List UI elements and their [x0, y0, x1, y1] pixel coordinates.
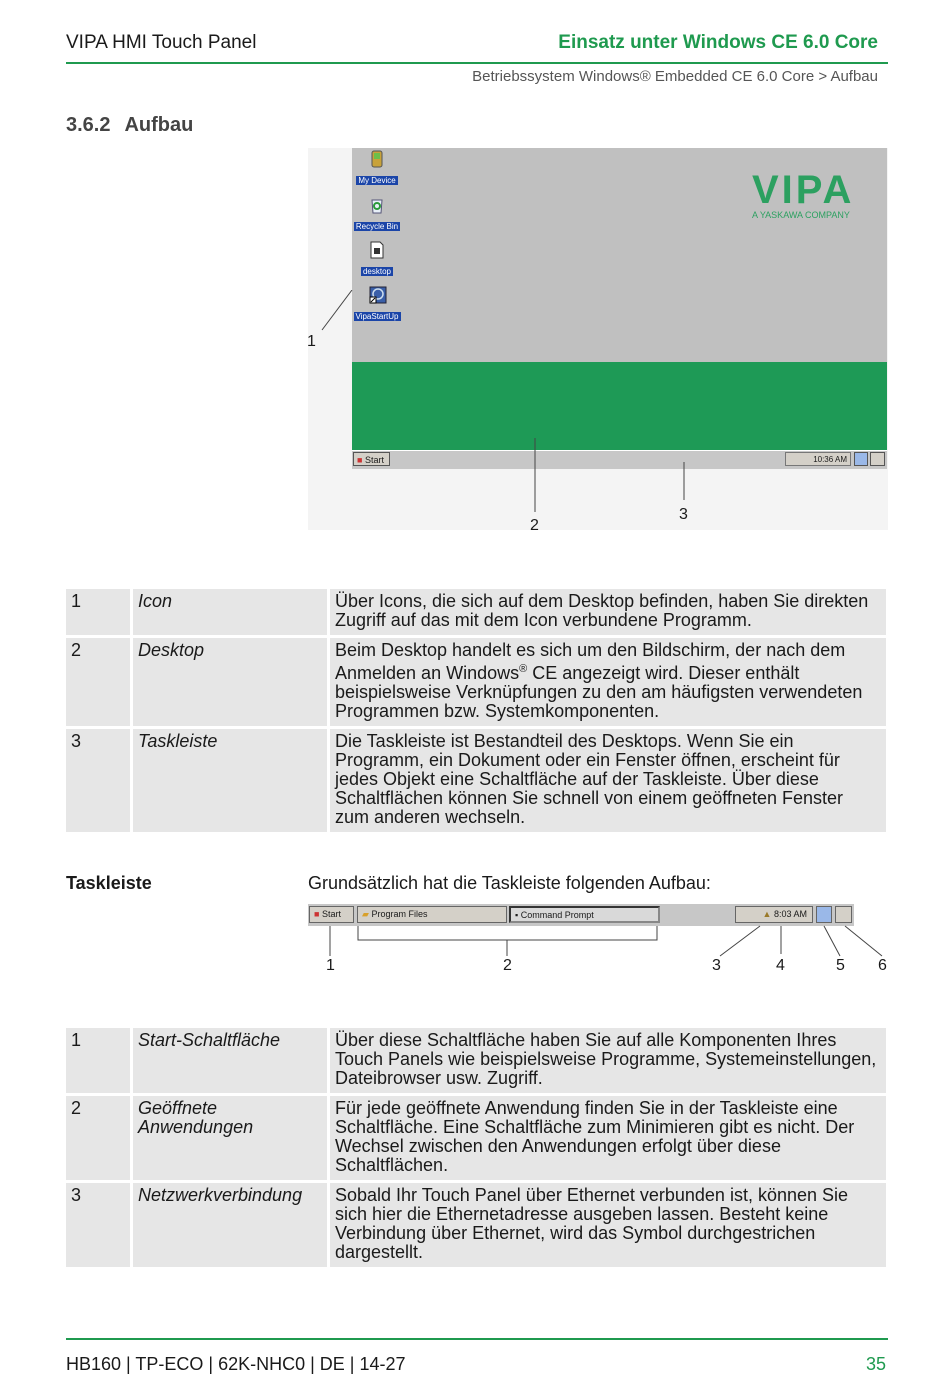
- terminal-icon: ▪: [515, 910, 519, 920]
- taskbar-callout-6: 6: [878, 957, 887, 974]
- windows-flag-icon: ■: [314, 909, 320, 919]
- row-number: 3: [66, 729, 130, 832]
- footer-document-id: HB160 | TP-ECO | 62K-NHC0 | DE | 14-27: [66, 1354, 406, 1374]
- table-row: [66, 1183, 886, 1267]
- row-description: Sobald Ihr Touch Panel über Ethernet verbunden ist, können Sie sich hier die Ethernetadresse ausgeben lassen. Besteht keine Verbindung über Ethernet, wird das Symbol durchgestrichen dargestellt.: [330, 1183, 886, 1267]
- taskbar-callout-lines: [300, 924, 900, 964]
- table-row: [66, 1096, 886, 1180]
- taskbar-section-label: Taskleiste: [66, 873, 152, 893]
- table-row: [66, 1028, 886, 1093]
- taskbar-tray: [735, 906, 813, 923]
- taskbar-callout-4: 4: [776, 957, 785, 974]
- taskbar-callout-3: 3: [712, 957, 721, 974]
- table-row: [66, 729, 886, 832]
- row-term: Icon: [133, 589, 327, 635]
- callout-3: 3: [679, 506, 688, 523]
- table-row: [66, 638, 886, 726]
- row-description: Für jede geöffnete Anwendung finden Sie in der Taskleiste eine Schaltfläche. Eine Schaltfläche zum Minimieren gibt es nicht. Der Wechsel zwischen den Anwendungen erfolgt über diese Schaltflächen.: [330, 1096, 886, 1180]
- desktop-icon-label: desktop: [362, 267, 392, 276]
- section-number: 3.6.2: [66, 114, 111, 136]
- desktop-icon-my-device[interactable]: [347, 150, 407, 188]
- registered-mark: ®: [519, 663, 528, 675]
- row-description: Über Icons, die sich auf dem Desktop befinden, haben Sie direkten Zugriff auf das mit dem Icon verbundene Programm.: [330, 589, 886, 635]
- desktop-elements-table: [63, 586, 889, 835]
- desktop-icon-label: VipaStartUp: [355, 312, 399, 321]
- vipa-logo: [752, 170, 862, 220]
- taskbar-section-description: Grundsätzlich hat die Taskleiste folgenden Aufbau:: [308, 873, 711, 893]
- breadcrumb: Betriebssystem Windows® Embedded CE 6.0 Core > Aufbau: [472, 68, 878, 85]
- row-description: [330, 638, 886, 726]
- header-divider: [66, 62, 888, 64]
- desktop-icon-label: My Device: [358, 176, 396, 185]
- table-row: [66, 589, 886, 635]
- taskbar-start-button[interactable]: [309, 906, 354, 923]
- chapter-title: Einsatz unter Windows CE 6.0 Core: [558, 32, 878, 53]
- windows-flag-icon: ■: [357, 455, 363, 465]
- description-text: CE angezeigt wird. Dieser enthält beispielsweise Verknüpfungen zu den am häufigsten verwendeten Programmen bzw. Systemkomponenten.: [335, 663, 863, 721]
- section-heading: [66, 114, 193, 137]
- folder-icon: ▰: [362, 909, 369, 919]
- callout-lines: [300, 290, 900, 520]
- row-description: Die Taskleiste ist Bestandteil des Desktops. Wenn Sie ein Programm, ein Dokument oder ein Fenster öffnen, erscheint für jedes Objekt eine Schaltfläche auf der Taskleiste. Über diese Schaltflächen können Sie schnell von einem geöffneten Fenster zum anderen wechseln.: [330, 729, 886, 832]
- desktop-icon-desktop[interactable]: [347, 241, 407, 279]
- row-number: 1: [66, 589, 130, 635]
- row-term: Start-Schaltfläche: [133, 1028, 327, 1093]
- taskbar-app-button-command-prompt[interactable]: [509, 906, 660, 923]
- document-icon: [369, 241, 385, 259]
- logo-text: VIPA: [752, 168, 855, 212]
- taskbar-clock: 8:03 AM: [773, 909, 807, 919]
- callout-1: 1: [307, 333, 316, 350]
- row-term: Netzwerkverbindung: [133, 1183, 327, 1267]
- row-number: 2: [66, 638, 130, 726]
- desktop-icon-recycle-bin[interactable]: [347, 196, 407, 234]
- app-button-label: Program Files: [371, 909, 428, 919]
- my-device-icon: [369, 150, 385, 168]
- taskbar-callout-2: 2: [503, 957, 512, 974]
- app-button-label: Command Prompt: [520, 910, 594, 920]
- taskbar-callout-1: 1: [326, 957, 335, 974]
- header-title: VIPA HMI Touch Panel: [66, 32, 257, 53]
- row-term: Taskleiste: [133, 729, 327, 832]
- callout-2: 2: [530, 517, 539, 534]
- recycle-bin-icon: [369, 196, 385, 214]
- row-number: 1: [66, 1028, 130, 1093]
- network-icon[interactable]: ▲: [762, 909, 772, 919]
- description-text: Beim Desktop handelt es sich um den Bildschirm, der nach dem Anmelden an Windows: [335, 640, 846, 683]
- taskbar-elements-table: [63, 1025, 889, 1270]
- row-description: Über diese Schaltfläche haben Sie auf alle Komponenten Ihres Touch Panels wie beispielsweise Programme, Systemeinstellungen, Dateibrowser usw. Zugriff.: [330, 1028, 886, 1093]
- row-term: Desktop: [133, 638, 327, 726]
- desktop-icon-label: Recycle Bin: [355, 222, 399, 231]
- footer-divider: [66, 1338, 888, 1340]
- page-number: 35: [865, 1354, 886, 1374]
- start-label: Start: [364, 455, 384, 465]
- section-title: Aufbau: [124, 114, 194, 136]
- row-term: Geöffnete Anwendungen: [133, 1096, 327, 1180]
- row-number: 2: [66, 1096, 130, 1180]
- taskbar-app-button-program-files[interactable]: [357, 906, 507, 923]
- row-number: 3: [66, 1183, 130, 1267]
- keyboard-icon[interactable]: [835, 906, 852, 923]
- logo-subtext: A YASKAWA COMPANY: [752, 210, 850, 220]
- start-label: Start: [321, 909, 341, 919]
- taskbar-callout-5: 5: [836, 957, 845, 974]
- desktop-switch-icon[interactable]: [816, 906, 832, 923]
- tray-clock: 10:36 AM: [813, 455, 847, 464]
